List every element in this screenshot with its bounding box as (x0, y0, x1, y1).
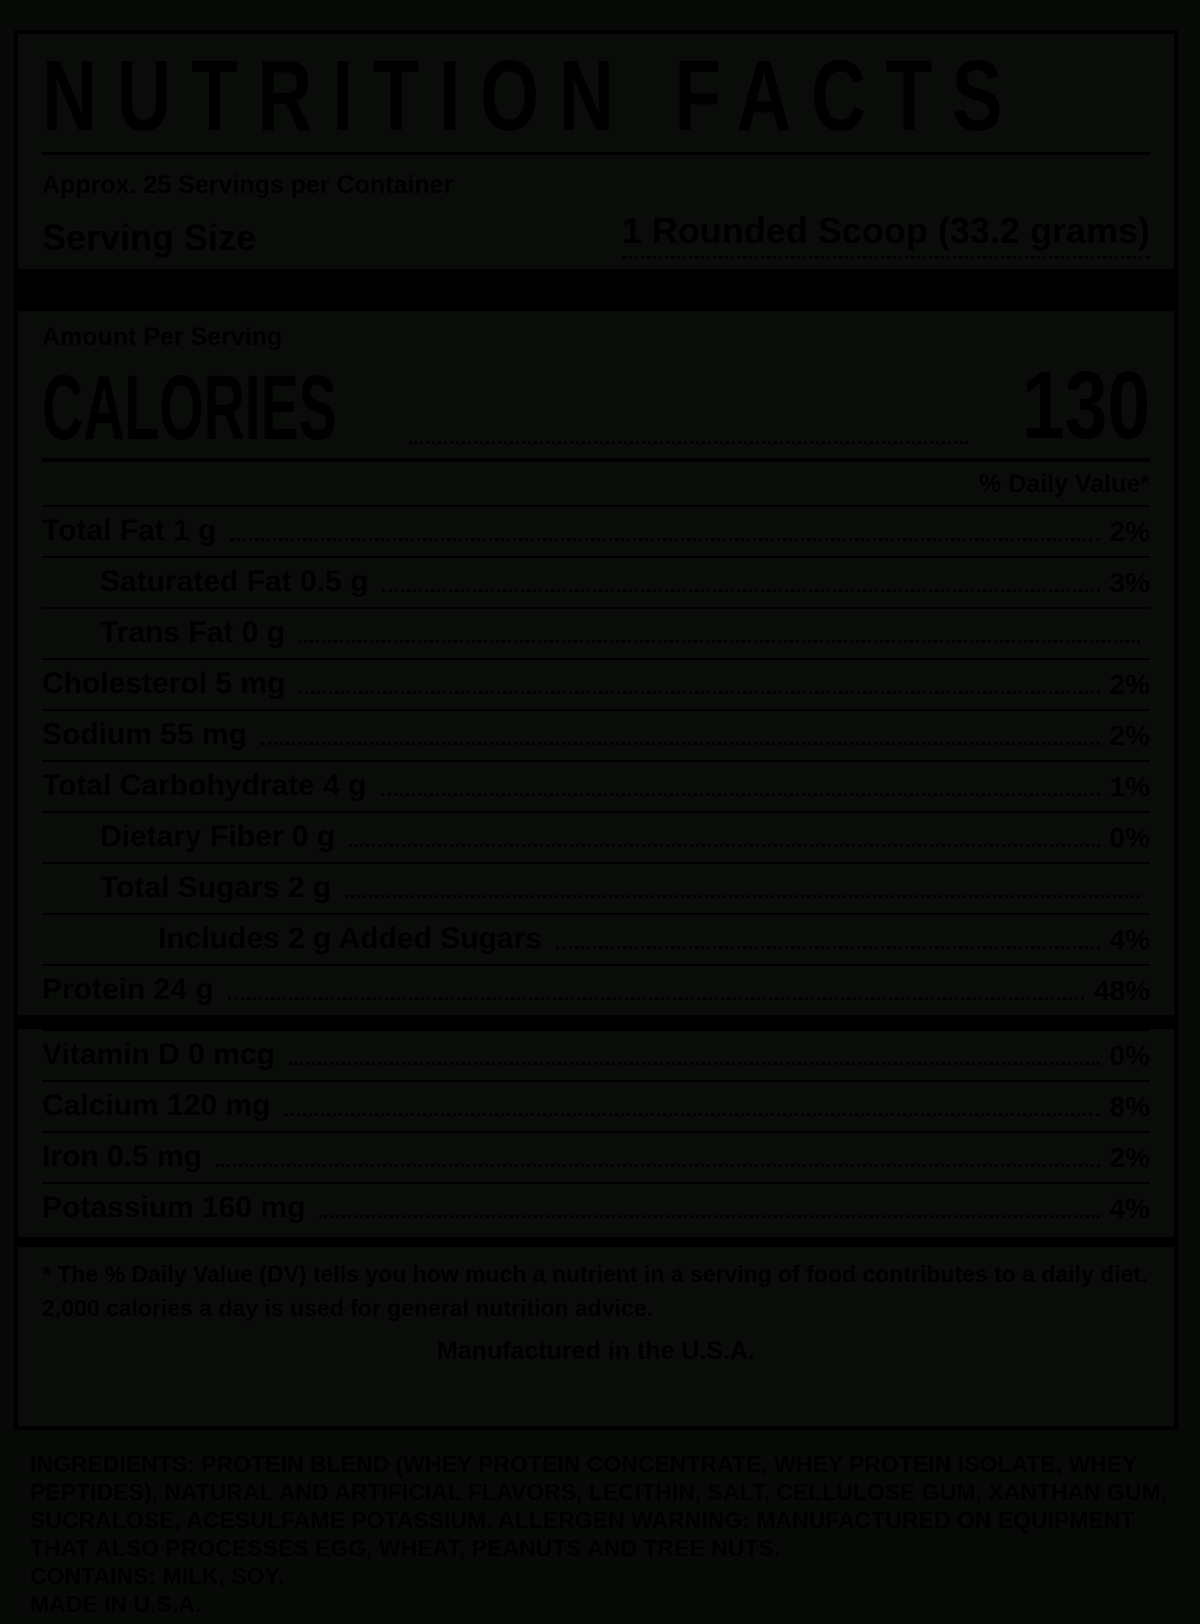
leader-line (299, 640, 1140, 643)
leader-line (319, 1215, 1099, 1218)
nutrient-dv: 0% (1109, 1040, 1150, 1071)
nutrient-dv: 48% (1093, 975, 1150, 1006)
calories-row (42, 352, 1150, 459)
servings-per-container: Approx. 25 Servings per Container (42, 171, 454, 199)
nutrient-name: Total Sugars 2 g (100, 871, 332, 904)
thick-divider-middle (18, 1015, 1174, 1029)
calories-leader-line (409, 441, 968, 444)
nutrient-name: Saturated Fat 0.5 g (100, 565, 369, 598)
leader-line (556, 946, 1100, 949)
nutrient-row-added-sugars (42, 913, 1150, 964)
nutrient-name: Vitamin D 0 mcg (42, 1038, 275, 1071)
calories-label: CALORIES (42, 357, 337, 459)
leader-line (349, 844, 1099, 847)
below-label-text (30, 1450, 1172, 1618)
nutrient-name: Dietary Fiber 0 g (100, 820, 336, 853)
micro-row-iron (42, 1131, 1150, 1182)
nutrient-name: Sodium 55 mg (42, 718, 248, 751)
nutrient-dv: 8% (1109, 1091, 1150, 1122)
leader-line (381, 793, 1100, 796)
nutrient-row-trans-fat (42, 607, 1150, 658)
nutrient-dv: 2% (1109, 720, 1150, 751)
nutrient-dv: 4% (1109, 1193, 1150, 1224)
leader-line (216, 1164, 1099, 1167)
leader-line (299, 691, 1099, 694)
panel-title: NUTRITION FACTS (42, 40, 1023, 152)
nutrient-row-saturated-fat (42, 556, 1150, 607)
leader-line (284, 1113, 1099, 1116)
leader-line (289, 1062, 1100, 1065)
calories-value-wrap (980, 352, 1150, 459)
panel-title-wrap (42, 40, 1150, 152)
amount-per-serving-label: Amount Per Serving (42, 323, 283, 351)
made-in-line: Manufactured in the U.S.A. (436, 1337, 756, 1365)
thick-divider-top (18, 269, 1174, 311)
nutrient-row-total-fat (42, 505, 1150, 556)
nutrient-name: Protein 24 g (42, 973, 214, 1006)
leader-line (230, 538, 1099, 541)
leader-line (345, 895, 1140, 898)
leader-line (228, 997, 1084, 1000)
serving-size-label: Serving Size (42, 217, 257, 258)
nutrient-row-dietary-fiber (42, 811, 1150, 862)
nutrient-name: Total Carbohydrate 4 g (42, 769, 367, 802)
calories-value: 130 (1021, 352, 1150, 459)
nutrient-name: Calcium 120 mg (42, 1089, 271, 1122)
serving-size-row (42, 210, 1150, 259)
ingredients-paragraph: INGREDIENTS: PROTEIN BLEND (WHEY PROTEIN CONCENTRATE, WHEY PROTEIN ISOLATE, WHEY PEPTIDES), NATURAL AND ARTIFICIAL FLAVORS, LECITHIN, SALT, CELLULOSE GUM, XANTHAN GUM, SUCRALOSE, ACESULFAME POTASSIUM. ALLERGEN WARNING: MANUFACTURED ON EQUIPMENT THAT ALSO PROCESSES EGG, WHEAT, PEANUTS AND TREE NUTS. (30, 1451, 1168, 1561)
nutrient-dv: 1% (1109, 771, 1150, 802)
nutrient-name: Potassium 160 mg (42, 1191, 306, 1224)
micro-row-potassium (42, 1182, 1150, 1233)
nutrient-dv: 2% (1109, 1142, 1150, 1173)
nutrient-row-cholesterol (42, 658, 1150, 709)
daily-value-header: % Daily Value* (979, 470, 1150, 498)
nutrient-dv: 4% (1109, 924, 1150, 955)
nutrition-facts-panel (14, 30, 1178, 1430)
nutrient-row-total-carbohydrate (42, 760, 1150, 811)
nutrient-name: Total Fat 1 g (42, 514, 217, 547)
nutrient-row-total-sugars (42, 862, 1150, 913)
nutrient-dv: 0% (1109, 822, 1150, 853)
nutrient-name: Trans Fat 0 g (100, 616, 286, 649)
nutrient-dv: 3% (1109, 567, 1150, 598)
title-divider (42, 152, 1150, 155)
leader-line (382, 589, 1099, 592)
serving-size-value: 1 Rounded Scoop (33.2 grams) (622, 210, 1150, 259)
calories-label-wrap (42, 357, 397, 459)
nutrient-row-sodium (42, 709, 1150, 760)
contains-line: CONTAINS: MILK, SOY. (30, 1563, 284, 1589)
nutrient-name: Cholesterol 5 mg (42, 667, 286, 700)
origin-line: MADE IN U.S.A. (30, 1591, 202, 1617)
nutrient-name: Iron 0.5 mg (42, 1140, 203, 1173)
micro-row-vitamin-d (42, 1029, 1150, 1080)
daily-value-footnote: * The % Daily Value (DV) tells you how much a nutrient in a serving of food contributes to a daily diet. 2,000 calories a day is used for general nutrition advice. (42, 1261, 1148, 1321)
nutrient-row-protein (42, 964, 1150, 1015)
micro-row-calcium (42, 1080, 1150, 1131)
nutrient-name: Includes 2 g Added Sugars (158, 922, 542, 955)
thick-divider-bottom (18, 1237, 1174, 1247)
leader-line (261, 742, 1099, 745)
nutrient-dv: 2% (1109, 669, 1150, 700)
nutrient-dv: 2% (1109, 516, 1150, 547)
